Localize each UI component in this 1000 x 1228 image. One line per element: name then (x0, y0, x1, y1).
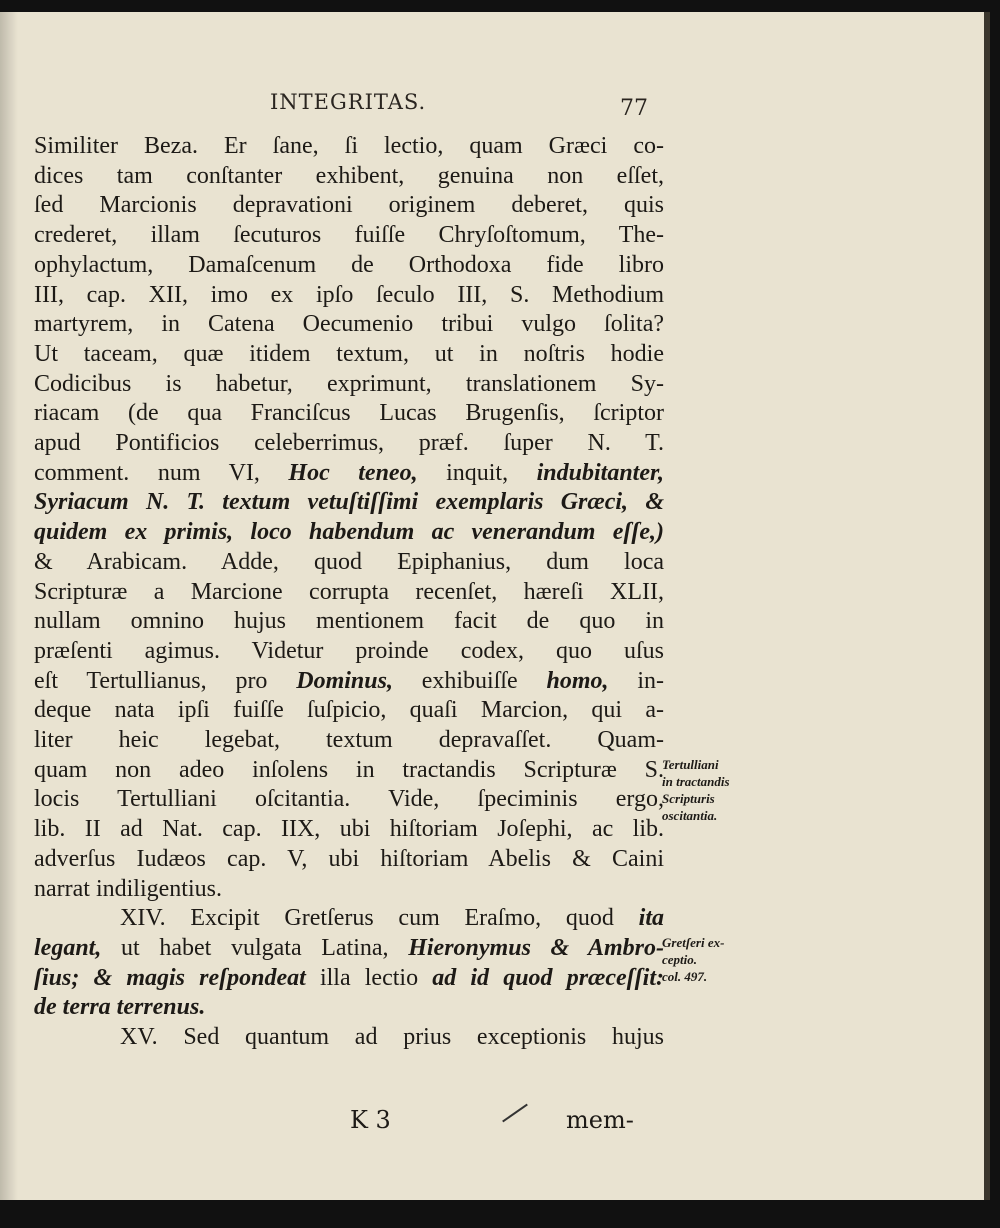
page-number: 77 (620, 96, 648, 121)
text-span: exhibuiſſe (421, 667, 518, 694)
text-line: crederet, illam ſecuturos fuiſſe Chryſoſtomum, The- (34, 222, 664, 249)
italic-quote: ad id quod præceſſit: (432, 964, 664, 991)
margin-note-gretseri (662, 934, 724, 985)
text-span: ut habet vulgata Latina, (121, 934, 389, 961)
text-line: lib. II ad Nat. cap. IIX, ubi hiſtoriam Joſephi, ac lib. (34, 816, 664, 843)
text-line (34, 964, 664, 994)
catchword: mem- (566, 1106, 634, 1134)
text-line: deque nata ipſi fuiſſe ſuſpicio, quaſi Marcion, qui a- (34, 697, 664, 724)
text-line: Similiter Beza. Er ſane, ſi lectio, quam Græci co- (34, 133, 664, 159)
margin-note-line: in tractandis (662, 774, 730, 789)
text-line: quidem ex primis, loco habendum ac venerandum eſſe,) (34, 519, 664, 546)
text-line: & Arabicam. Adde, quod Epiphanius, dum loca (34, 548, 664, 575)
text-line: Scripturæ a Marcione corrupta recenſet, hæreſi XLII, (34, 578, 664, 605)
text-span: in- (637, 667, 664, 694)
italic-word: Dominus, (296, 667, 393, 694)
signature-mark: K 3 (350, 1106, 391, 1134)
margin-note-line: col. 497. (662, 969, 708, 984)
text-line: ſed Marcionis depravationi originem deberet, quis (34, 192, 664, 219)
main-text (34, 132, 664, 1053)
text-line: adverſus Iudæos cap. V, ubi hiſtoriam Abelis & Caini (34, 845, 664, 872)
text-span: comment. num VI, (34, 459, 260, 486)
italic-quote: legant, (34, 934, 102, 961)
italic-quote: ita (638, 905, 665, 932)
text-line: Ut taceam, quæ itidem textum, ut in noſtris hodie (34, 340, 664, 367)
text-line: XV. Sed quantum ad prius exceptionis hujus (120, 1024, 664, 1051)
text-line: quam non adeo inſolens in tractandis Scripturæ S. (34, 756, 664, 783)
text-line: nullam omnino hujus mentionem facit de quo in (34, 608, 664, 635)
pen-stroke (502, 1104, 528, 1123)
italic-quote: indubitanter, (536, 459, 665, 486)
italic-quote: ſius; & magis reſpondeat (34, 964, 306, 991)
text-line: ophylactum, Damaſcenum de Orthodoxa fide libro (34, 251, 664, 278)
margin-note-line: Tertulliani (662, 757, 719, 772)
text-span: eſt Tertullianus, pro (34, 667, 268, 694)
text-line (34, 667, 664, 697)
text-line: liter heic legebat, textum depravaſſet. Quam- (34, 727, 664, 754)
italic-quote: Hieronymus & Ambro- (408, 934, 664, 961)
text-line: narrat indiligentius. (34, 875, 222, 902)
text-line: apud Pontificios celeberrimus, præf. ſuper N. T. (34, 430, 664, 457)
text-line: de terra terrenus. (34, 994, 206, 1021)
text-line (34, 904, 664, 934)
text-line (34, 934, 664, 964)
margin-note-tertulliani (662, 756, 730, 824)
italic-quote: Hoc teneo, (288, 459, 418, 486)
margin-note-line: Scripturis (662, 791, 715, 806)
text-line: Syriacum N. T. textum vetuſtiſſimi exemplaris Græci, & (34, 489, 664, 516)
text-line: præſenti agimus. Videtur proinde codex, quo uſus (34, 637, 664, 664)
text-line: Codicibus is habetur, exprimunt, translationem Sy- (34, 370, 664, 397)
book-page (0, 12, 990, 1200)
text-line: dices tam conſtanter exhibent, genuina non eſſet, (34, 162, 664, 189)
running-title: INTEGRITAS. (270, 90, 427, 114)
text-line: martyrem, in Catena Oecumenio tribui vulgo ſolita? (34, 311, 664, 338)
gutter-shadow (0, 12, 18, 1200)
text-line: III, cap. XII, imo ex ipſo ſeculo III, S. Methodium (34, 281, 664, 308)
text-line: locis Tertulliani oſcitantia. Vide, ſpeciminis ergo, (34, 786, 664, 813)
text-span: XIV. Excipit Gretſerus cum Eraſmo, quod (120, 905, 614, 932)
margin-note-line: Gretſeri ex- (662, 935, 725, 950)
text-line: riacam (de qua Franciſcus Lucas Brugenſis, ſcriptor (34, 400, 664, 427)
text-span: illa lectio (319, 964, 419, 991)
italic-word: homo, (546, 667, 609, 694)
margin-note-line: ceptio. (662, 952, 698, 967)
margin-note-line: oscitantia. (662, 808, 718, 823)
text-line (34, 459, 664, 489)
text-span: inquit, (446, 459, 509, 486)
